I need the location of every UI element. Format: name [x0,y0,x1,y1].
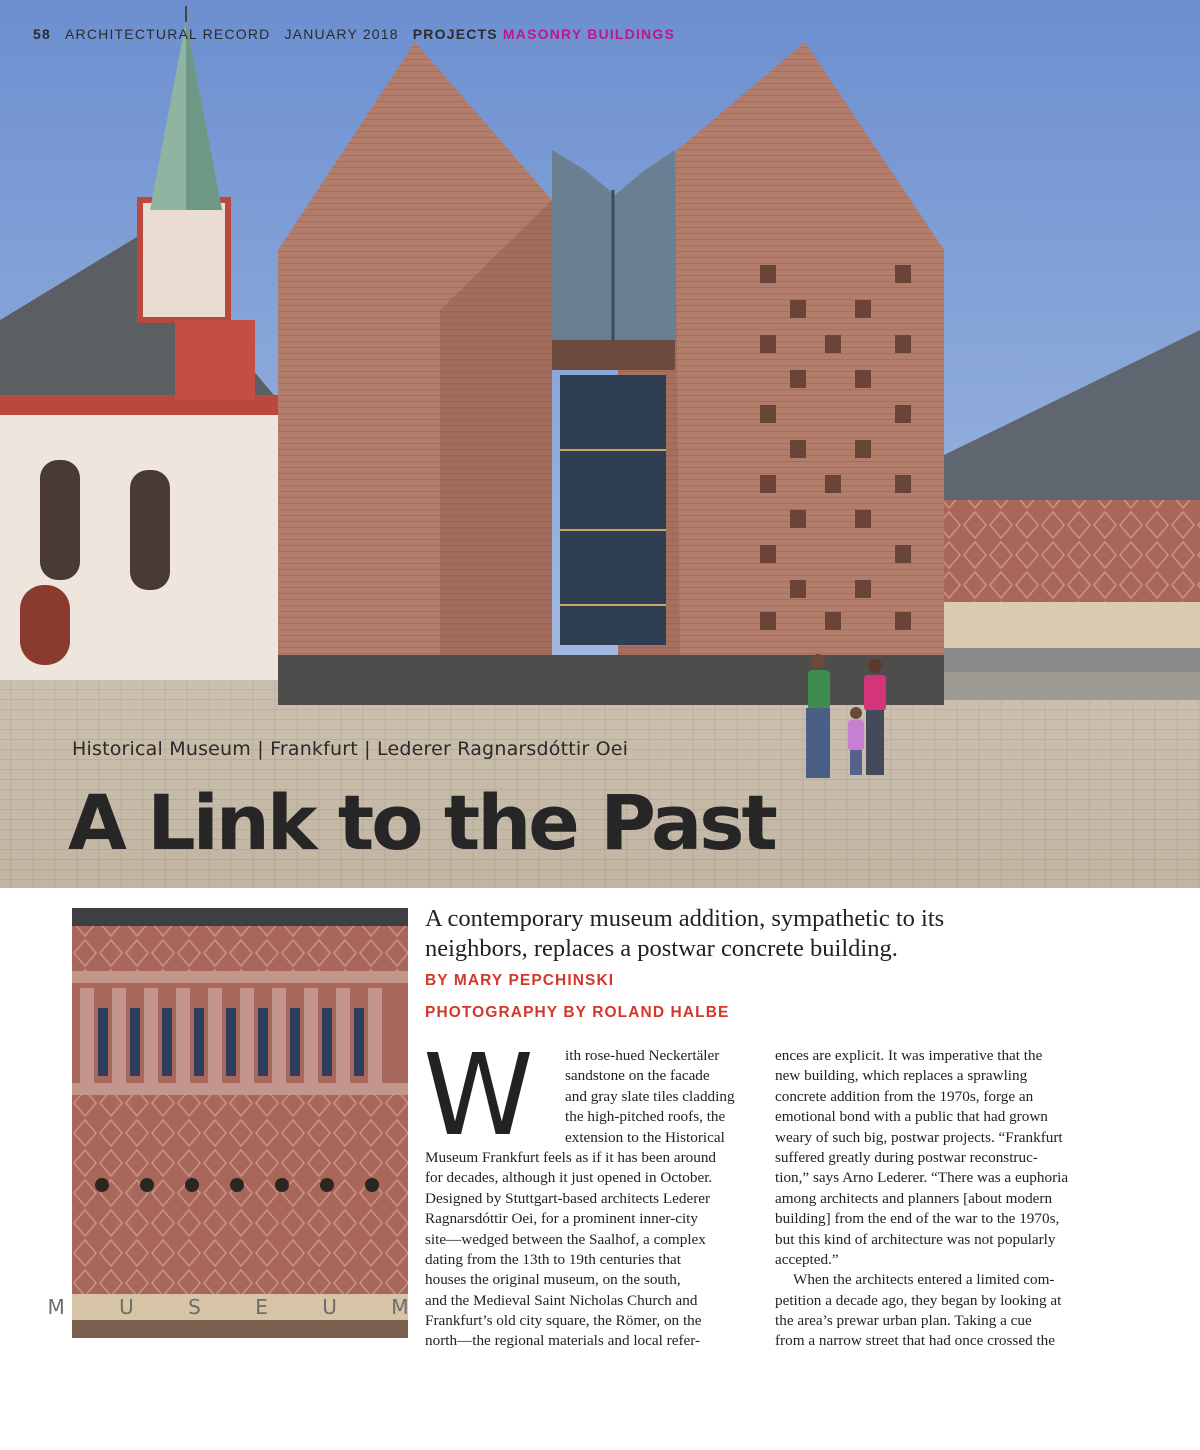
body-text-line: suffered greatly during postwar reconstruc- [775,1148,1038,1166]
body-text-line: accepted.” [775,1250,839,1268]
facade-detail-photo [47,908,433,1338]
byline: BY MARY PEPCHINSKI [425,972,615,989]
running-header [33,26,675,42]
body-text-line: sandstone on the facade [565,1067,710,1085]
body-text-line: Museum Frankfurt feels as if it has been around [425,1148,717,1166]
body-text-line: and the Medieval Saint Nicholas Church and [425,1291,698,1309]
body-text-line: and gray slate tiles cladding [565,1087,735,1105]
project-kicker: Historical Museum | Frankfurt | Lederer Ragnarsdóttir Oei [72,738,629,760]
page-number: 58 [33,26,51,42]
facade-detail-illustration [47,908,433,1338]
headline: A Link to the Past [68,778,775,867]
magazine-name: ARCHITECTURAL RECORD [64,26,271,42]
body-text-line: weary of such big, postwar projects. “Frankfurt [775,1128,1063,1146]
deck-line-2: neighbors, replaces a postwar concrete building. [425,935,898,962]
article-column-2 [775,1046,1105,1352]
body-text-line: site—wedged between the Saalhof, a complex [425,1230,706,1248]
body-text-line: for decades, although it just opened in October. [425,1169,713,1187]
body-text-line: ith rose-hued Neckertäler [565,1047,720,1064]
body-text-line: building] from the end of the war to the 1970s, [775,1210,1060,1228]
body-text-line: the area’s prewar urban plan. Taking a cue [775,1312,1032,1330]
body-text-line: dating from the 13th to 19th centuries that [425,1250,682,1268]
deck [425,904,1125,964]
body-text-line: among architects and planners [about modern [775,1189,1053,1207]
body-text-line: Ragnarsdóttir Oei, for a prominent inner-city [425,1210,698,1228]
body-text-line: extension to the Historical [565,1128,725,1146]
body-text-line: ences are explicit. It was imperative that the [775,1047,1043,1064]
body-text-line: new building, which replaces a sprawling [775,1067,1028,1085]
body-text-line: north—the regional materials and local refer- [425,1332,701,1350]
issue-date: JANUARY 2018 [284,26,399,42]
section-label: PROJECTS [412,26,498,42]
body-text-line: emotional bond with a public that had grown [775,1108,1048,1126]
body-text-line: petition a decade ago, they began by looking at [775,1291,1062,1309]
body-text-line: concrete addition from the 1970s, forge an [775,1087,1034,1105]
photo-credit: PHOTOGRAPHY BY ROLAND HALBE [425,1004,730,1021]
article-column-1 [425,1046,755,1352]
body-text-line: from a narrow street that had once crossed the [775,1332,1056,1350]
deck-line-1: A contemporary museum addition, sympathetic to its [425,905,945,932]
body-text-line: tion,” says Arno Lederer. “There was a euphoria [775,1169,1069,1187]
museum-lettering: M U S E U M [47,1295,433,1319]
body-text-line: When the architects entered a limited com- [793,1271,1055,1289]
body-text-line: Frankfurt’s old city square, the Römer, on the [425,1312,702,1330]
drop-cap: W [423,1031,528,1161]
body-text-line: houses the original museum, on the south, [425,1271,681,1289]
body-text-line: the high-pitched roofs, the [565,1108,726,1126]
body-text-line: but this kind of architecture was not popularly [775,1230,1056,1248]
body-text-line: Designed by Stuttgart-based architects Lederer [425,1189,711,1207]
topic-label: MASONRY BUILDINGS [502,26,675,42]
